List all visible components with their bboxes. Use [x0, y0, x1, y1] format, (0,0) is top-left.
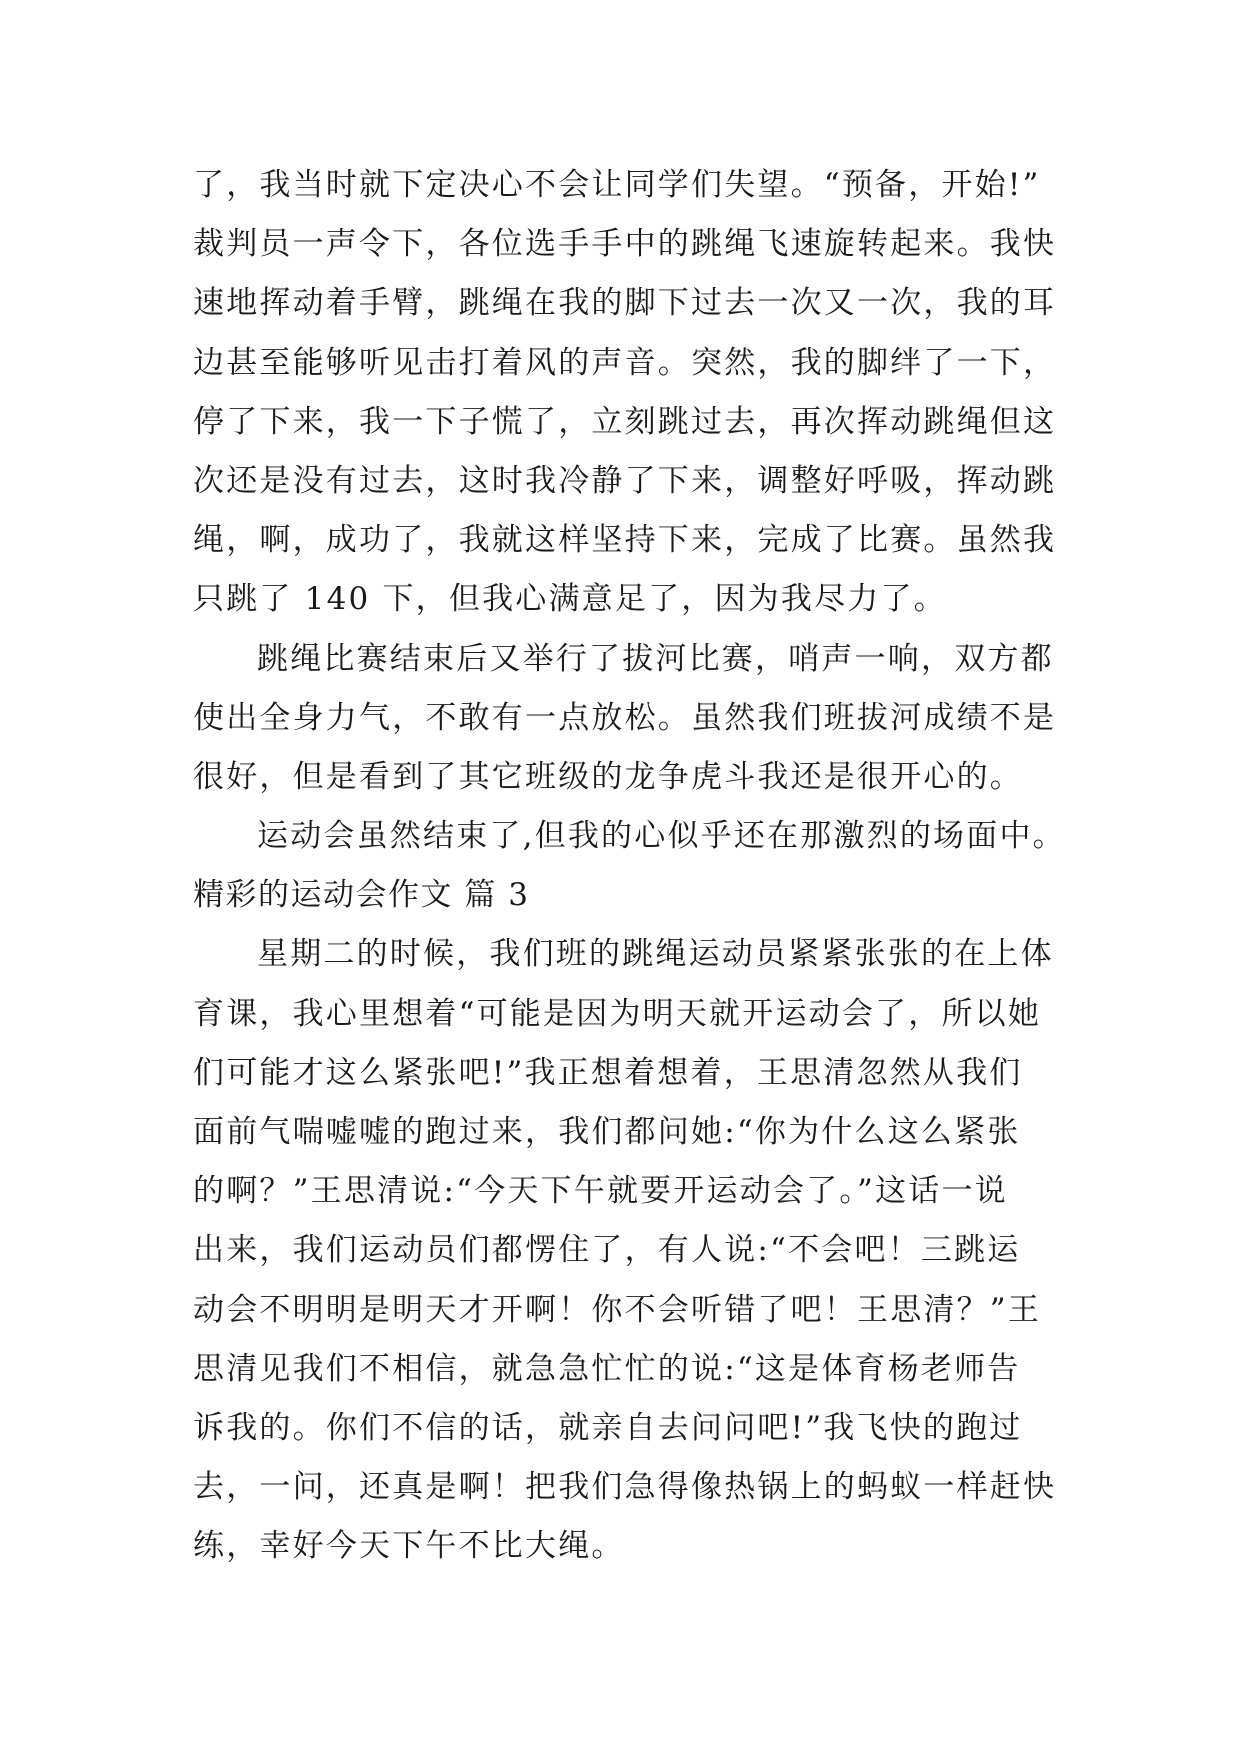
paragraph-conclusion: [193, 807, 1066, 866]
text-line: 停了下来，我一下子慌了，立刻跳过去，再次挥动跳绳但这: [193, 403, 1057, 440]
paragraph-tug-of-war: [193, 630, 1059, 808]
text-line: 动会不明明是明天才开啊！你不会听错了吧！王思清？”王: [193, 1291, 1042, 1328]
text-line: 的啊？”王思清说:“今天下午就要开运动会了。”这话一说: [193, 1173, 1008, 1210]
text-line: 裁判员一声令下，各位选手手中的跳绳飞速旋转起来。我快: [193, 226, 1057, 263]
text-line: 使出全身力气，不敢有一点放松。虽然我们班拔河成绩不是: [193, 699, 1057, 736]
section-heading: [193, 866, 1059, 925]
text-line: 只跳了 140 下，但我心满意足了，因为我尽力了。: [193, 581, 947, 618]
text-line: 诉我的。你们不信的话，就亲自去问问吧!”我飞快的跑过: [193, 1409, 1023, 1446]
text-line: 思清见我们不相信，就急急忙忙的说:“这是体育杨老师告: [193, 1350, 1021, 1387]
text-line: 跳绳比赛结束后又举行了拔河比赛，哨声一响，双方都: [257, 640, 1054, 677]
text-line: 速地挥动着手臂，跳绳在我的脚下过去一次又一次，我的耳: [193, 285, 1057, 322]
text-line: 很好，但是看到了其它班级的龙争虎斗我还是很开心的。: [193, 758, 1023, 795]
text-line: 去，一问，还真是啊！把我们急得像热锅上的蚂蚁一样赶快: [193, 1469, 1057, 1506]
text-line: 边甚至能够听见击打着风的声音。突然，我的脚绊了一下，: [193, 344, 1057, 381]
text-line: 育课，我心里想着“可能是因为明天就开运动会了，所以她: [193, 995, 1042, 1032]
text-line: 们可能才这么紧张吧!”我正想着想着，王思清忽然从我们: [193, 1054, 1023, 1091]
essay-title: 精彩的运动会作文 篇 3: [193, 877, 530, 914]
text-line: 出来，我们运动员们都愣住了，有人说:“不会吧！三跳运: [193, 1232, 1021, 1269]
text-line: 面前气喘嘘嘘的跑过来，我们都问她:“你为什么这么紧张: [193, 1114, 1021, 1150]
text-line: 绳，啊，成功了，我就这样坚持下来，完成了比赛。虽然我: [193, 522, 1057, 559]
paragraph-essay-3: [193, 925, 1059, 1576]
text-line: 星期二的时候，我们班的跳绳运动员紧紧张张的在上体: [257, 936, 1054, 973]
text-line: 了，我当时就下定决心不会让同学们失望。“预备，开始!”: [193, 167, 1041, 203]
paragraph-skipping-race: [193, 156, 1059, 630]
essay-body: [193, 156, 1066, 1577]
text-line: 运动会虽然结束了,但我的心似乎还在那激烈的场面中。: [257, 818, 1066, 855]
text-line: 练，幸好今天下午不比大绳。: [193, 1528, 625, 1565]
text-line: 次还是没有过去，这时我冷静了下来，调整好呼吸，挥动跳: [193, 462, 1057, 499]
